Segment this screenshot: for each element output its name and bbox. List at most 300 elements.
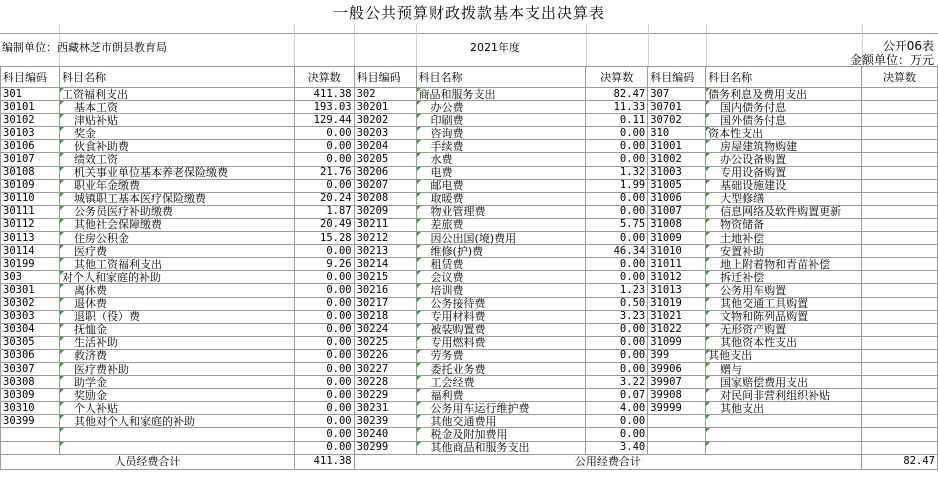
cell-amount: 0.00 (294, 245, 354, 258)
cell-amount: 0.07 (586, 389, 648, 402)
cell-name: 奖金 (59, 127, 294, 140)
cell-amount: 0.11 (586, 114, 648, 127)
table-row (1, 153, 938, 166)
table-row (1, 389, 938, 402)
table-row (1, 140, 938, 153)
cell-amount: 0.00 (586, 336, 648, 349)
cell-amount (862, 428, 938, 441)
table-row (1, 218, 938, 231)
cell-amount: 0.00 (294, 323, 354, 336)
cell-name: 对个人和家庭的补助 (59, 271, 294, 284)
cell-code: 30305 (1, 336, 60, 349)
cell-amount: 0.00 (294, 140, 354, 153)
cell-amount (862, 323, 938, 336)
cell-code: 310 (648, 127, 706, 140)
cell-code: 303 (1, 271, 60, 284)
cell-amount: 0.00 (294, 362, 354, 375)
cell-name: 退职（役）费 (59, 310, 294, 323)
cell-name: 地上附着物和青苗补偿 (706, 258, 862, 271)
cell-name (59, 441, 294, 454)
cell-code: 30231 (354, 402, 416, 415)
cell-amount: 0.00 (586, 232, 648, 245)
cell-name: 商品和服务支出 (416, 88, 586, 101)
amount-unit: 金额单位：万元 (849, 53, 934, 67)
cell-code: 30309 (1, 389, 60, 402)
cell-amount: 0.00 (586, 153, 648, 166)
cell-name: 津贴补贴 (59, 114, 294, 127)
cell-amount: 0.00 (294, 376, 354, 389)
cell-name: 因公出国(境)费用 (416, 232, 586, 245)
cell-name (706, 415, 862, 428)
cell-amount (862, 258, 938, 271)
cell-name: 其他商品和服务支出 (416, 441, 586, 454)
cell-amount: 0.00 (586, 349, 648, 362)
cell-name: 其他工资福利支出 (59, 258, 294, 271)
cell-code: 30199 (1, 258, 60, 271)
expenditure-table (0, 66, 938, 470)
cell-name: 其他支出 (706, 402, 862, 415)
table-row (1, 415, 938, 428)
cell-name: 邮电费 (416, 179, 586, 192)
cell-name: 生活补助 (59, 336, 294, 349)
table-row (1, 349, 938, 362)
col-header-code: 科目编码 (354, 67, 416, 88)
cell-code: 30108 (1, 166, 60, 179)
cell-code: 30224 (354, 323, 416, 336)
cell-name: 手续费 (416, 140, 586, 153)
table-row (1, 232, 938, 245)
cell-code: 30206 (354, 166, 416, 179)
cell-amount (862, 389, 938, 402)
cell-amount (862, 166, 938, 179)
cell-name: 国外债务付息 (706, 114, 862, 127)
cell-code (648, 441, 706, 454)
cell-name: 奖励金 (59, 389, 294, 402)
cell-name: 其他交通工具购置 (706, 297, 862, 310)
cell-amount (862, 245, 938, 258)
report-title: 一般公共预算财政拨款基本支出决算表 (332, 4, 605, 22)
cell-code: 30701 (648, 101, 706, 114)
cell-amount: 82.47 (586, 88, 648, 101)
cell-code: 39907 (648, 376, 706, 389)
cell-amount (862, 441, 938, 454)
col-header-name: 科目名称 (416, 67, 586, 88)
cell-amount (862, 88, 938, 101)
table-row (1, 323, 938, 336)
cell-amount: 0.00 (294, 310, 354, 323)
cell-code: 30302 (1, 297, 60, 310)
cell-code: 30213 (354, 245, 416, 258)
personnel-total-value: 411.38 (294, 454, 354, 469)
cell-name: 其他社会保障缴费 (59, 218, 294, 231)
cell-name: 会议费 (416, 271, 586, 284)
cell-code: 31021 (648, 310, 706, 323)
cell-amount: 0.00 (586, 127, 648, 140)
cell-name: 印刷费 (416, 114, 586, 127)
cell-code: 30229 (354, 389, 416, 402)
cell-amount: 1.87 (294, 205, 354, 218)
cell-name: 赠与 (706, 362, 862, 375)
cell-code: 31011 (648, 258, 706, 271)
personnel-total-label: 人员经费合计 (1, 454, 295, 469)
cell-name: 其他交通费用 (416, 415, 586, 428)
cell-amount: 15.28 (294, 232, 354, 245)
cell-amount: 0.00 (294, 336, 354, 349)
cell-name (706, 428, 862, 441)
cell-code: 31005 (648, 179, 706, 192)
cell-name: 办公设备购置 (706, 153, 862, 166)
cell-amount: 129.44 (294, 114, 354, 127)
cell-name: 信息网络及软件购置更新 (706, 205, 862, 218)
cell-code: 31009 (648, 232, 706, 245)
cell-code: 31006 (648, 192, 706, 205)
cell-code: 302 (354, 88, 416, 101)
col-header-code: 科目编码 (1, 67, 60, 88)
cell-code: 30212 (354, 232, 416, 245)
cell-code: 30227 (354, 362, 416, 375)
cell-code: 30201 (354, 101, 416, 114)
cell-name: 委托业务费 (416, 362, 586, 375)
table-row (1, 376, 938, 389)
cell-amount: 20.49 (294, 218, 354, 231)
cell-name: 拆迁补偿 (706, 271, 862, 284)
cell-code: 30215 (354, 271, 416, 284)
table-row (1, 245, 938, 258)
cell-name: 工会经费 (416, 376, 586, 389)
cell-code: 30209 (354, 205, 416, 218)
cell-name: 咨询费 (416, 127, 586, 140)
table-row (1, 205, 938, 218)
cell-code (648, 428, 706, 441)
table-row (1, 258, 938, 271)
cell-name: 办公费 (416, 101, 586, 114)
cell-name: 职业年金缴费 (59, 179, 294, 192)
cell-code: 30308 (1, 376, 60, 389)
cell-name: 离休费 (59, 284, 294, 297)
cell-name: 机关事业单位基本养老保险缴费 (59, 166, 294, 179)
cell-amount: 11.33 (586, 101, 648, 114)
cell-code: 30204 (354, 140, 416, 153)
table-row (1, 297, 938, 310)
cell-code: 31010 (648, 245, 706, 258)
cell-amount (862, 179, 938, 192)
cell-code: 31003 (648, 166, 706, 179)
cell-code: 30216 (354, 284, 416, 297)
col-header-amount: 决算数 (294, 67, 354, 88)
cell-amount: 1.23 (586, 284, 648, 297)
cell-name: 物业管理费 (416, 205, 586, 218)
cell-amount: 0.00 (294, 127, 354, 140)
cell-amount: 0.00 (294, 389, 354, 402)
cell-amount (862, 205, 938, 218)
table-row (1, 101, 938, 114)
cell-name: 住房公积金 (59, 232, 294, 245)
table-row (1, 310, 938, 323)
col-header-name: 科目名称 (706, 67, 862, 88)
cell-name: 个人补贴 (59, 402, 294, 415)
public-total-label: 公用经费合计 (354, 454, 861, 469)
table-row (1, 284, 938, 297)
table-row (1, 166, 938, 179)
totals-row (1, 454, 938, 469)
cell-amount (862, 297, 938, 310)
cell-name: 绩效工资 (59, 153, 294, 166)
cell-amount: 0.50 (586, 297, 648, 310)
cell-amount: 3.40 (586, 441, 648, 454)
cell-code: 31002 (648, 153, 706, 166)
cell-amount: 4.00 (586, 402, 648, 415)
cell-amount: 193.03 (294, 101, 354, 114)
cell-name: 差旅费 (416, 218, 586, 231)
cell-name: 税金及附加费用 (416, 428, 586, 441)
cell-code: 39999 (648, 402, 706, 415)
cell-code (1, 428, 60, 441)
cell-code: 30299 (354, 441, 416, 454)
cell-name: 公务员医疗补助缴费 (59, 205, 294, 218)
cell-name: 电费 (416, 166, 586, 179)
cell-amount (862, 271, 938, 284)
cell-name: 专用燃料费 (416, 336, 586, 349)
cell-amount: 20.24 (294, 192, 354, 205)
cell-amount (862, 153, 938, 166)
cell-code: 30307 (1, 362, 60, 375)
cell-name: 其他对个人和家庭的补助 (59, 415, 294, 428)
cell-name: 公务接待费 (416, 297, 586, 310)
cell-code: 31022 (648, 323, 706, 336)
cell-code: 31001 (648, 140, 706, 153)
cell-code: 39908 (648, 389, 706, 402)
cell-amount: 411.38 (294, 88, 354, 101)
cell-code: 30207 (354, 179, 416, 192)
col-header-code: 科目编码 (648, 67, 706, 88)
cell-amount: 0.00 (586, 205, 648, 218)
cell-name: 土地补偿 (706, 232, 862, 245)
cell-amount: 5.75 (586, 218, 648, 231)
cell-code: 39906 (648, 362, 706, 375)
cell-amount: 0.00 (294, 297, 354, 310)
cell-name: 专用材料费 (416, 310, 586, 323)
cell-code: 30303 (1, 310, 60, 323)
table-row (1, 271, 938, 284)
table-row (1, 428, 938, 441)
cell-code: 30102 (1, 114, 60, 127)
cell-amount (862, 232, 938, 245)
cell-name: 助学金 (59, 376, 294, 389)
cell-name: 基础设施建设 (706, 179, 862, 192)
cell-name: 取暖费 (416, 192, 586, 205)
cell-code: 30103 (1, 127, 60, 140)
cell-name: 国家赔偿费用支出 (706, 376, 862, 389)
cell-code: 31012 (648, 271, 706, 284)
table-row (1, 127, 938, 140)
cell-name: 伙食补助费 (59, 140, 294, 153)
cell-code: 30399 (1, 415, 60, 428)
cell-name: 医疗费补助 (59, 362, 294, 375)
cell-name: 房屋建筑物购建 (706, 140, 862, 153)
cell-amount: 0.00 (294, 402, 354, 415)
cell-amount: 46.34 (586, 245, 648, 258)
cell-amount: 0.00 (294, 349, 354, 362)
cell-amount (862, 140, 938, 153)
cell-amount: 21.76 (294, 166, 354, 179)
cell-code: 30111 (1, 205, 60, 218)
public-total-value: 82.47 (862, 454, 938, 469)
cell-code: 30112 (1, 218, 60, 231)
cell-code: 30214 (354, 258, 416, 271)
cell-code: 31008 (648, 218, 706, 231)
cell-name: 资本性支出 (706, 127, 862, 140)
cell-amount (862, 362, 938, 375)
cell-name: 大型修缮 (706, 192, 862, 205)
cell-name: 劳务费 (416, 349, 586, 362)
cell-amount (862, 127, 938, 140)
cell-name: 工资福利支出 (59, 88, 294, 101)
cell-amount (862, 402, 938, 415)
cell-amount: 0.00 (586, 362, 648, 375)
col-header-amount: 决算数 (862, 67, 938, 88)
cell-code: 30113 (1, 232, 60, 245)
cell-name: 医疗费 (59, 245, 294, 258)
cell-amount: 0.00 (294, 153, 354, 166)
cell-name: 安置补助 (706, 245, 862, 258)
cell-code: 30225 (354, 336, 416, 349)
cell-code: 30218 (354, 310, 416, 323)
cell-amount (862, 310, 938, 323)
cell-code: 30228 (354, 376, 416, 389)
cell-name: 专用设备购置 (706, 166, 862, 179)
cell-name: 退休费 (59, 297, 294, 310)
cell-name: 维修(护)费 (416, 245, 586, 258)
cell-code: 31007 (648, 205, 706, 218)
cell-code: 30310 (1, 402, 60, 415)
cell-amount: 3.23 (586, 310, 648, 323)
cell-amount: 0.00 (586, 258, 648, 271)
cell-code: 30107 (1, 153, 60, 166)
cell-amount (862, 349, 938, 362)
cell-code (1, 441, 60, 454)
cell-name: 无形资产购置 (706, 323, 862, 336)
table-header-row (1, 67, 938, 88)
cell-amount: 1.32 (586, 166, 648, 179)
cell-name: 公务用车运行维护费 (416, 402, 586, 415)
cell-amount (862, 415, 938, 428)
cell-amount: 0.00 (586, 323, 648, 336)
cell-amount: 0.00 (586, 192, 648, 205)
cell-code (648, 415, 706, 428)
cell-amount (862, 192, 938, 205)
table-row (1, 362, 938, 375)
cell-name: 救济费 (59, 349, 294, 362)
cell-name: 培训费 (416, 284, 586, 297)
cell-amount: 9.26 (294, 258, 354, 271)
cell-code: 31099 (648, 336, 706, 349)
cell-code: 30239 (354, 415, 416, 428)
cell-code: 30217 (354, 297, 416, 310)
cell-code: 30202 (354, 114, 416, 127)
form-number: 公开06表 (882, 39, 934, 53)
cell-code: 30211 (354, 218, 416, 231)
cell-amount: 0.00 (586, 428, 648, 441)
table-row (1, 192, 938, 205)
col-header-amount: 决算数 (586, 67, 648, 88)
cell-amount: 3.22 (586, 376, 648, 389)
cell-code: 31019 (648, 297, 706, 310)
table-row (1, 441, 938, 454)
cell-code: 30240 (354, 428, 416, 441)
cell-name: 文物和陈列品购置 (706, 310, 862, 323)
cell-name (706, 441, 862, 454)
cell-name: 对民间非营利组织补贴 (706, 389, 862, 402)
cell-code: 399 (648, 349, 706, 362)
cell-name: 物资储备 (706, 218, 862, 231)
cell-name: 基本工资 (59, 101, 294, 114)
cell-code: 30205 (354, 153, 416, 166)
cell-code: 30226 (354, 349, 416, 362)
cell-amount: 0.00 (294, 415, 354, 428)
cell-name: 国内债务付息 (706, 101, 862, 114)
cell-name: 其他支出 (706, 349, 862, 362)
cell-code: 31013 (648, 284, 706, 297)
col-header-name: 科目名称 (59, 67, 294, 88)
cell-code: 301 (1, 88, 60, 101)
cell-code: 30114 (1, 245, 60, 258)
cell-code: 30306 (1, 349, 60, 362)
compiling-unit: 编制单位：西藏林芝市朗县教育局 (2, 41, 167, 54)
cell-code: 30208 (354, 192, 416, 205)
table-row (1, 179, 938, 192)
cell-name (59, 428, 294, 441)
cell-name: 债务利息及费用支出 (706, 88, 862, 101)
cell-amount (862, 336, 938, 349)
cell-name: 其他资本性支出 (706, 336, 862, 349)
cell-amount: 0.00 (294, 271, 354, 284)
fiscal-year: 2021年度 (470, 41, 520, 54)
cell-code: 30101 (1, 101, 60, 114)
cell-amount (862, 284, 938, 297)
cell-name: 福利费 (416, 389, 586, 402)
table-row (1, 402, 938, 415)
cell-name: 城镇职工基本医疗保险缴费 (59, 192, 294, 205)
cell-amount: 0.00 (586, 140, 648, 153)
cell-code: 30106 (1, 140, 60, 153)
cell-code: 30203 (354, 127, 416, 140)
cell-name: 被装购置费 (416, 323, 586, 336)
cell-name: 租赁费 (416, 258, 586, 271)
table-row (1, 88, 938, 101)
cell-amount: 0.00 (294, 179, 354, 192)
cell-name: 公务用车购置 (706, 284, 862, 297)
cell-code: 307 (648, 88, 706, 101)
cell-amount (862, 114, 938, 127)
cell-code: 30702 (648, 114, 706, 127)
cell-code: 30109 (1, 179, 60, 192)
cell-code: 30110 (1, 192, 60, 205)
cell-amount: 0.00 (586, 415, 648, 428)
table-row (1, 336, 938, 349)
cell-amount: 1.99 (586, 179, 648, 192)
cell-amount: 0.00 (294, 441, 354, 454)
cell-code: 30304 (1, 323, 60, 336)
cell-amount (862, 218, 938, 231)
cell-name: 抚恤金 (59, 323, 294, 336)
cell-amount: 0.00 (294, 284, 354, 297)
cell-amount (862, 376, 938, 389)
table-row (1, 114, 938, 127)
cell-amount: 0.00 (294, 428, 354, 441)
cell-amount (862, 101, 938, 114)
cell-amount: 0.00 (586, 271, 648, 284)
cell-code: 30301 (1, 284, 60, 297)
